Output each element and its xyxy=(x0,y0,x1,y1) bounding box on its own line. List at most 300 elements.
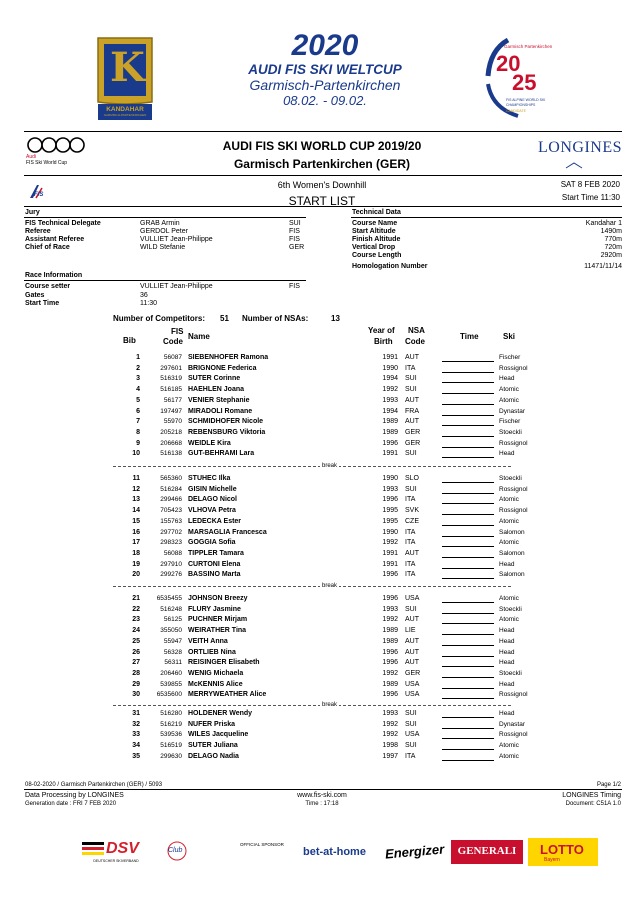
jury-name: VULLIET Jean-Philippe xyxy=(140,236,213,243)
time-blank xyxy=(442,493,494,494)
jury-name: GRAB Armin xyxy=(140,220,180,227)
nsa-code: USA xyxy=(405,691,420,699)
nsa-code: SLO xyxy=(405,475,420,482)
fis-code: 355050 xyxy=(160,627,182,635)
fis-code: 516280 xyxy=(160,710,182,717)
nsa-code: ITA xyxy=(405,528,416,536)
birth-year: 1990 xyxy=(382,364,398,372)
footer-document: Document: C51A 1.0 xyxy=(565,801,621,807)
time-blank xyxy=(442,760,494,761)
competitor-name: STUHEC Ilka xyxy=(188,475,231,482)
competitor-name: TIPPLER Tamara xyxy=(188,549,244,557)
fis-code: 205218 xyxy=(160,428,182,436)
jury-nation: SUI xyxy=(289,220,301,227)
nsa-code: SUI xyxy=(405,375,417,383)
table-row xyxy=(0,709,644,720)
race-info-value: 11:30 xyxy=(140,300,157,307)
sponsor-dsv xyxy=(82,839,150,867)
event-title: AUDI FIS SKI WELTCUP xyxy=(248,62,402,77)
time-blank xyxy=(442,688,494,689)
ski-brand: Atomic xyxy=(499,595,519,602)
bib: 23 xyxy=(132,616,140,624)
fis-code: 539855 xyxy=(160,680,182,688)
break-label: break xyxy=(322,583,338,589)
race-info-heading: Race Information xyxy=(25,272,83,279)
time-blank xyxy=(442,482,494,483)
event-location: Garmisch-Partenkirchen xyxy=(249,77,401,93)
fis-code: 55947 xyxy=(163,637,182,645)
technical-value: 2920m xyxy=(600,252,622,259)
bib: 30 xyxy=(132,691,140,699)
competitor-name: REISINGER Elisabeth xyxy=(188,659,260,667)
ski-brand: Atomic xyxy=(499,742,519,750)
nsa-code: SUI xyxy=(405,720,417,728)
technical-value: 1490m xyxy=(600,228,622,235)
birth-year: 1989 xyxy=(382,627,398,635)
jury-name: GERDOL Peter xyxy=(140,228,188,235)
race-start-time: Start Time 11:30 xyxy=(561,193,620,202)
birth-year: 1992 xyxy=(382,731,398,739)
nsa-code: ITA xyxy=(405,752,416,760)
nsa-code: GER xyxy=(405,669,421,677)
bib: 3 xyxy=(136,375,140,383)
birth-year: 1995 xyxy=(382,517,398,525)
birth-year: 1997 xyxy=(382,752,398,760)
competitor-name: SCHMIDHOFER Nicole xyxy=(188,418,264,426)
birth-year: 1989 xyxy=(382,637,398,645)
technical-label: Start Altitude xyxy=(352,228,396,235)
bib: 26 xyxy=(132,648,140,656)
wsc-candidate: CANDIDATE xyxy=(506,109,526,113)
fis-code: 298323 xyxy=(160,539,182,547)
time-blank xyxy=(442,436,494,437)
col-year-header-b: Birth xyxy=(374,337,393,346)
competitor-name: LEDECKA Ester xyxy=(188,517,242,525)
fis-code: 206668 xyxy=(160,439,182,447)
fis-logo-text: FIS xyxy=(34,192,44,198)
time-blank xyxy=(442,613,494,614)
fis-code: 516248 xyxy=(160,605,182,613)
ski-brand: Rossignol xyxy=(499,439,528,447)
footer-page: Page 1/2 xyxy=(596,782,621,788)
ski-brand: Atomic xyxy=(499,396,519,404)
fis-code: 299630 xyxy=(160,752,182,760)
fis-code: 56328 xyxy=(163,648,182,656)
ski-brand: Fischer xyxy=(499,354,521,361)
technical-value: 11471/11/14 xyxy=(584,263,622,270)
bib: 27 xyxy=(132,659,140,667)
table-row xyxy=(0,449,644,460)
kandahar-text: KANDAHAR xyxy=(106,106,144,113)
bib: 16 xyxy=(132,528,140,536)
footer-url[interactable]: www.fis-ski.com xyxy=(297,792,347,799)
fis-code: 299466 xyxy=(160,496,182,504)
race-info-label: Course setter xyxy=(25,283,71,290)
technical-value: Kandahar 1 xyxy=(585,220,622,227)
bib: 4 xyxy=(136,386,140,394)
bib: 34 xyxy=(132,742,140,750)
nsa-code: SUI xyxy=(405,450,417,458)
col-fis-header-b: Code xyxy=(163,337,183,346)
birth-year: 1989 xyxy=(382,680,398,688)
wsc-2025-logo xyxy=(478,36,554,120)
technical-label: Course Name xyxy=(352,220,398,227)
competitor-name: WILES Jacqueline xyxy=(188,731,249,739)
competitors-count: 51 xyxy=(220,314,229,323)
time-blank xyxy=(442,404,494,405)
time-blank xyxy=(442,393,494,394)
footer-time: Time : 17:18 xyxy=(305,801,339,807)
birth-year: 1996 xyxy=(382,659,398,667)
event-year: 2020 xyxy=(291,29,359,62)
page-subtitle: Garmisch Partenkirchen (GER) xyxy=(233,157,411,171)
bib: 25 xyxy=(132,637,140,645)
table-row xyxy=(0,615,644,626)
race-info-value: 36 xyxy=(140,292,148,299)
kandahar-letter: K xyxy=(110,44,145,91)
header-rule-top xyxy=(24,131,622,132)
event-dates: 08.02. - 09.02. xyxy=(283,93,367,108)
time-blank xyxy=(442,361,494,362)
competitor-name: NUFER Priska xyxy=(188,720,236,728)
table-row xyxy=(0,741,644,752)
longines-logo xyxy=(518,139,622,175)
ski-brand: Atomic xyxy=(499,517,519,525)
jury-role: FIS Technical Delegate xyxy=(25,220,101,227)
nsa-code: SUI xyxy=(405,742,417,750)
nsa-code: SUI xyxy=(405,386,417,394)
jury-role: Chief of Race xyxy=(25,244,70,251)
bib: 15 xyxy=(132,517,140,525)
audi-sub-cup: FIS Ski World Cup xyxy=(26,160,68,166)
fis-code: 516185 xyxy=(160,386,182,394)
birth-year: 1992 xyxy=(382,386,398,394)
birth-year: 1994 xyxy=(382,375,398,383)
fis-code: 297601 xyxy=(160,364,182,372)
ski-brand: Rossignol xyxy=(499,485,528,493)
col-nsa-header-b: Code xyxy=(405,337,425,346)
nsa-code: USA xyxy=(405,680,420,688)
time-blank xyxy=(442,656,494,657)
ski-brand: Head xyxy=(499,710,515,717)
competitor-name: PUCHNER Mirjam xyxy=(188,616,248,624)
fis-code: 516219 xyxy=(160,720,182,728)
fis-code: 297702 xyxy=(160,528,182,536)
table-row xyxy=(0,353,644,364)
bib: 20 xyxy=(132,571,140,579)
time-blank xyxy=(442,666,494,667)
competitor-name: DELAGO Nicol xyxy=(188,496,238,504)
nsa-code: FRA xyxy=(405,407,419,415)
birth-year: 1992 xyxy=(382,720,398,728)
ski-brand: Head xyxy=(499,450,515,458)
birth-year: 1989 xyxy=(382,428,398,436)
lotto-subtitle: Bayern xyxy=(544,857,560,863)
birth-year: 1989 xyxy=(382,418,398,426)
time-blank xyxy=(442,372,494,373)
bib: 19 xyxy=(132,560,140,568)
nsa-code: GER xyxy=(405,428,421,436)
ski-brand: Head xyxy=(499,637,515,645)
birth-year: 1993 xyxy=(382,396,398,404)
jury-name: WILD Stefanie xyxy=(140,244,186,251)
time-blank xyxy=(442,677,494,678)
fis-code: 516284 xyxy=(160,485,182,493)
race-date: SAT 8 FEB 2020 xyxy=(560,180,620,189)
table-row xyxy=(0,637,644,648)
sponsor-energizer: Energizer xyxy=(384,841,445,862)
competitor-name: BASSINO Marta xyxy=(188,571,241,579)
bib: 12 xyxy=(132,485,140,493)
birth-year: 1996 xyxy=(382,595,398,602)
table-row xyxy=(0,495,644,506)
footer-timing: LONGINES Timing xyxy=(562,792,621,799)
sponsor-lotto xyxy=(528,838,598,866)
nsa-code: AUT xyxy=(405,396,419,404)
time-blank xyxy=(442,514,494,515)
table-row xyxy=(0,439,644,450)
table-row xyxy=(0,669,644,680)
time-blank xyxy=(442,568,494,569)
footer-rule xyxy=(24,789,622,790)
fis-code: 155763 xyxy=(160,517,182,525)
event-title-block xyxy=(200,30,450,108)
bib: 5 xyxy=(136,396,140,404)
table-row xyxy=(0,720,644,731)
bib: 1 xyxy=(136,354,140,361)
fis-code: 516519 xyxy=(160,742,182,750)
birth-year: 1992 xyxy=(382,539,398,547)
jury-role: Referee xyxy=(25,228,51,235)
time-blank xyxy=(442,557,494,558)
footer-generation-date: Generation date : FRI 7 FEB 2020 xyxy=(25,801,117,807)
ski-brand: Atomic xyxy=(499,616,519,624)
nsa-code: USA xyxy=(405,595,420,602)
birth-year: 1991 xyxy=(382,549,398,557)
ski-brand: Salomon xyxy=(499,549,525,557)
lotto-wordmark: LOTTO xyxy=(540,842,584,857)
birth-year: 1996 xyxy=(382,648,398,656)
time-blank xyxy=(442,415,494,416)
fis-code: 565360 xyxy=(160,475,182,482)
birth-year: 1993 xyxy=(382,605,398,613)
official-sponsor-label: OFFICIAL SPONSOR xyxy=(240,842,284,847)
fis-code: 299276 xyxy=(160,571,182,579)
competitor-name: SUTER Corinne xyxy=(188,375,241,383)
wsc-top-text: Garmisch Partenkirchen xyxy=(504,44,553,49)
fis-code: 206460 xyxy=(160,669,182,677)
fis-code: 6535455 xyxy=(156,595,182,602)
time-blank xyxy=(442,503,494,504)
audi-logo xyxy=(26,137,96,167)
nsa-code: ITA xyxy=(405,560,416,568)
nsas-count: 13 xyxy=(331,314,340,323)
bib: 6 xyxy=(136,407,140,415)
time-blank xyxy=(442,457,494,458)
fis-logo xyxy=(28,182,48,202)
fis-code: 56088 xyxy=(163,549,182,557)
bib: 29 xyxy=(132,680,140,688)
col-fis-header-a: FIS xyxy=(171,327,184,336)
table-header xyxy=(0,325,644,351)
fis-code: 516319 xyxy=(160,375,182,383)
time-blank xyxy=(442,749,494,750)
table-row xyxy=(0,626,644,637)
nsa-code: ITA xyxy=(405,539,416,547)
table-row xyxy=(0,428,644,439)
col-ski-header: Ski xyxy=(503,332,516,341)
competitor-name: BRIGNONE Federica xyxy=(188,364,257,372)
table-row xyxy=(0,680,644,691)
table-row xyxy=(0,690,644,701)
table-row xyxy=(0,648,644,659)
ski-brand: Salomon xyxy=(499,571,525,579)
fis-code: 539536 xyxy=(160,731,182,739)
bib: 10 xyxy=(132,450,140,458)
nsa-code: LIE xyxy=(405,627,416,635)
table-row xyxy=(0,549,644,560)
table-row xyxy=(0,605,644,616)
fis-code: 56125 xyxy=(163,616,182,624)
table-row xyxy=(0,538,644,549)
footer-processing: Data Processing by LONGINES xyxy=(25,792,124,799)
time-blank xyxy=(442,728,494,729)
ski-brand: Head xyxy=(499,648,515,656)
birth-year: 1991 xyxy=(382,354,398,361)
nsa-code: ITA xyxy=(405,364,416,372)
header-rule-mid xyxy=(24,175,622,176)
technical-label: Course Length xyxy=(352,252,402,259)
ski-brand: Rossignol xyxy=(499,731,528,739)
competitor-name: WENIG Michaela xyxy=(188,669,244,677)
time-blank xyxy=(442,525,494,526)
nsa-code: ITA xyxy=(405,571,416,579)
footer-doc-ref: 08-02-2020 / Garmisch Partenkirchen (GER) / 5093 xyxy=(25,782,163,788)
birth-year: 1995 xyxy=(382,507,398,515)
time-blank xyxy=(442,698,494,699)
competitor-name: ORTLIEB Nina xyxy=(188,648,236,656)
table-row xyxy=(0,396,644,407)
race-name: 6th Women's Downhill xyxy=(277,180,367,190)
kandahar-logo xyxy=(96,36,154,122)
ski-brand: Stoeckli xyxy=(499,605,522,613)
ski-brand: Head xyxy=(499,560,515,568)
dsv-subtitle: DEUTSCHER SKIVERBAND xyxy=(93,859,139,863)
table-row xyxy=(0,385,644,396)
col-year-header-a: Year of xyxy=(368,326,395,335)
ski-brand: Head xyxy=(499,659,515,667)
time-blank xyxy=(442,425,494,426)
break-separator xyxy=(113,705,511,706)
birth-year: 1996 xyxy=(382,439,398,447)
wsc-text: FIS ALPINE WORLD SKI CHAMPIONSHIPS xyxy=(506,98,546,107)
club-wordmark: Club xyxy=(168,847,183,854)
birth-year: 1993 xyxy=(382,485,398,493)
bib: 32 xyxy=(132,720,140,728)
ski-brand: Atomic xyxy=(499,752,519,760)
time-blank xyxy=(442,447,494,448)
jury-rule xyxy=(24,217,306,218)
fis-code: 56311 xyxy=(164,659,182,667)
bib: 11 xyxy=(132,475,140,482)
wsc-year-a: 20 xyxy=(496,51,521,76)
nsa-code: AUT xyxy=(405,616,419,624)
birth-year: 1996 xyxy=(382,691,398,699)
competitor-name: MARSAGLIA Francesca xyxy=(188,528,267,536)
break-label: break xyxy=(322,702,338,708)
competitor-name: FLURY Jasmine xyxy=(188,605,241,613)
ski-brand: Fischer xyxy=(499,418,521,426)
table-row xyxy=(0,594,644,605)
sponsor-club xyxy=(166,838,188,866)
sponsor-betathome: bet-at-home xyxy=(303,846,366,858)
nsa-code: SVK xyxy=(405,507,420,515)
time-blank xyxy=(442,602,494,603)
fis-code: 705423 xyxy=(160,507,182,515)
competitor-name: GOGGIA Sofia xyxy=(188,539,236,547)
bib: 31 xyxy=(132,710,140,717)
ski-brand: Rossignol xyxy=(499,691,528,699)
wsc-year-b: 25 xyxy=(512,70,537,95)
break-label: break xyxy=(322,463,338,469)
competitor-name: HOLDENER Wendy xyxy=(188,710,253,717)
competitor-name: SIEBENHOFER Ramona xyxy=(188,354,269,361)
race-info-nation: FIS xyxy=(289,283,300,290)
time-blank xyxy=(442,536,494,537)
technical-label: Vertical Drop xyxy=(352,244,396,251)
table-row xyxy=(0,485,644,496)
birth-year: 1994 xyxy=(382,407,398,415)
nsa-code: SUI xyxy=(405,605,417,613)
ski-brand: Stoeckli xyxy=(499,475,522,482)
bib: 28 xyxy=(132,669,140,677)
competitor-name: MIRADOLI Romane xyxy=(188,407,253,415)
generali-wordmark: GENERALI xyxy=(457,845,517,857)
table-row xyxy=(0,407,644,418)
birth-year: 1991 xyxy=(382,560,398,568)
competitor-name: HAEHLEN Joana xyxy=(188,386,245,394)
document-type: START LIST xyxy=(288,194,356,208)
technical-heading: Technical Data xyxy=(352,209,401,216)
nsa-code: SUI xyxy=(405,710,417,717)
nsa-code: AUT xyxy=(405,648,419,656)
birth-year: 1996 xyxy=(382,571,398,579)
race-info-rule xyxy=(24,280,306,281)
break-separator xyxy=(113,466,511,467)
fis-code: 56177 xyxy=(163,396,182,404)
nsa-code: SUI xyxy=(405,485,417,493)
ski-brand: Stoeckli xyxy=(499,428,522,436)
fis-code: 56087 xyxy=(163,354,182,361)
birth-year: 1996 xyxy=(382,496,398,504)
competitor-name: VLHOVA Petra xyxy=(188,507,236,515)
break-separator xyxy=(113,586,511,587)
birth-year: 1990 xyxy=(382,528,398,536)
ski-brand: Dynastar xyxy=(499,407,526,415)
time-blank xyxy=(442,645,494,646)
table-row xyxy=(0,752,644,763)
table-row xyxy=(0,506,644,517)
nsa-code: AUT xyxy=(405,549,419,557)
fis-code: 297910 xyxy=(160,560,182,568)
competitor-name: CURTONI Elena xyxy=(188,560,241,568)
bib: 8 xyxy=(136,428,140,436)
competitor-name: GUT-BEHRAMI Lara xyxy=(188,450,255,458)
nsas-label: Number of NSAs: xyxy=(242,314,309,323)
table-row xyxy=(0,474,644,485)
col-bib-header: Bib xyxy=(123,336,136,345)
ski-brand: Head xyxy=(499,680,515,688)
